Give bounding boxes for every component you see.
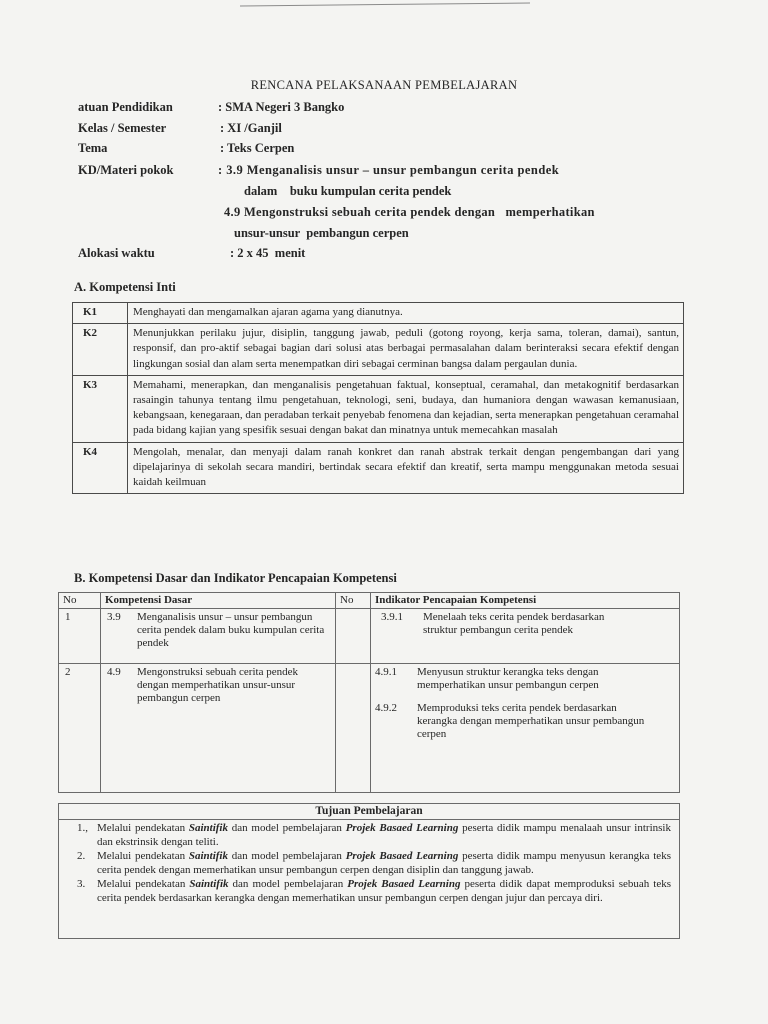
indicator-text: Menelaah teks cerita pendek berdasarkan struktur pembangun cerita pendek [423, 611, 605, 636]
identity-value-tema: : Teks Cerpen [220, 141, 295, 155]
tujuan-text: Melalui pendekatan Saintifik dan model pembelajaran Projek Basaed Learning peserta didik mampu menalaah unsur intrinsik dan ekstrinsik dengan teliti. [97, 822, 671, 848]
identity-value-alokasi: : 2 x 45 menit [230, 246, 306, 260]
identity-label-alokasi: Alokasi waktu [78, 246, 155, 260]
table-row [73, 375, 684, 442]
materi-line-2: 4.9 Mengonstruksi sebuah cerita pendek dengan memperhatikan [224, 205, 595, 219]
identity-label-kelas: Kelas / Semester [78, 121, 167, 135]
tujuan-text: Melalui pendekatan Saintifik dan model pembelajaran Projek Basaed Learning peserta didik mampu menyusun kerangka teks cerita pendek dengan memerhatikan unsur pembangun cerpen dengan disiplin dan tanggung jawab. [97, 850, 671, 876]
header-no-indikator: No [336, 593, 371, 609]
ki-code: K4 [73, 442, 128, 494]
ki-text: Memahami, menerapkan, dan menganalisis pengetahuan faktual, konseptual, ceramahal, dan metakognitif berdasarkan rasaingin tahunya tentang ilmu pengetahuan, teknologi, seni, budaya, dan humaniora dengan wawasan kemanusiaan, kebangsaan, kenegaraan, dan peradaban terkait penyebab fenomena dan kejadian, serta menerapkan pengetahuan ceramahal pada bidang kajian yang spesifik sesuai dengan bakat dan minatnya untuk memecahkan masalah [128, 375, 684, 442]
ki-code: K1 [73, 303, 128, 324]
row-no: 2 [59, 664, 101, 793]
kd-cell [101, 664, 336, 793]
kd-text: Mengonstruksi sebuah cerita pendek dengan memperhatikan unsur-unsur pembangun cerpen [137, 666, 298, 704]
document-title: RENCANA PELAKSANAAN PEMBELAJARAN [250, 78, 518, 92]
kd-number: 4.9 [107, 666, 121, 678]
tujuan-number: 3. [77, 878, 86, 890]
table-header-row [59, 593, 680, 609]
header-no: No [59, 593, 101, 609]
kd-number: 3.9 [107, 611, 121, 623]
identity-value-kd: : 3.9 Menganalisis unsur – unsur pembangun cerita pendek [218, 163, 560, 177]
identity-value-kelas: : XI /Ganjil [220, 121, 282, 135]
tujuan-pembelajaran-box [58, 803, 680, 939]
tujuan-text: Melalui pendekatan Saintifik dan model pembelajaran Projek Basaed Learning peserta didik dapat memproduksi sebuah teks cerita pendek berdasarkan kerangka dengan memerhatikan unsur pembangun cerpen dengan jujur dan percaya diri. [97, 878, 671, 904]
row-no: 1 [59, 609, 101, 664]
kompetensi-inti-table [72, 302, 684, 494]
ki-code: K3 [73, 375, 128, 442]
table-row [73, 303, 684, 324]
kompetensi-dasar-table [58, 592, 680, 793]
list-item [77, 849, 671, 877]
table-row [73, 324, 684, 376]
tujuan-number: 2. [77, 850, 86, 862]
identity-label-satuan: atuan Pendidikan [78, 100, 173, 114]
list-item [77, 877, 671, 905]
identity-label-kd: KD/Materi pokok [78, 163, 174, 177]
ki-text: Mengolah, menalar, dan menyaji dalam ranah konkret dan ranah abstrak terkait dengan pengembangan dari yang dipelajarinya di sekolah secara mandiri, bertindak secara efektif dan kreatif, serta mampu menggunakan metoda sesuai kaidah keilmuan [128, 442, 684, 494]
tujuan-title: Tujuan Pembelajaran [59, 804, 679, 820]
indicator-number: 4.9.1 [375, 666, 397, 678]
tujuan-list [59, 820, 679, 905]
table-row [59, 664, 680, 793]
indicator-text: Menyusun struktur kerangka teks dengan memperhatikan unsur pembangun cerpen [417, 666, 599, 691]
indicator-number: 4.9.2 [375, 702, 397, 714]
header-indikator: Indikator Pencapaian Kompetensi [371, 593, 680, 609]
kd-text: Menganalisis unsur – unsur pembangun cerita pendek dalam buku kumpulan cerita pendek [137, 611, 325, 649]
indicator-number: 3.9.1 [381, 611, 403, 623]
section-heading-kompetensi-inti: A. Kompetensi Inti [74, 280, 176, 294]
ki-text: Menghayati dan mengamalkan ajaran agama yang dianutnya. [128, 303, 684, 324]
table-row [59, 609, 680, 664]
scan-edge-line [240, 2, 530, 6]
indicator-cell [371, 609, 680, 664]
list-item [77, 821, 671, 849]
ki-text: Menunjukkan perilaku jujur, disiplin, tanggung jawab, peduli (gotong royong, kerja sama, toleran, damai), santun, responsif, dan pro-aktif sebagai bagian dari solusi atas berbagai permasalahan dalam berinteraksi secara efektif dengan lingkungan sosial dan alam serta menempatkan diri sebagai cerminan bangsa dalam pergaulan dunia. [128, 324, 684, 376]
materi-line-3: unsur-unsur pembangun cerpen [234, 226, 409, 240]
tujuan-number: 1., [77, 822, 88, 834]
indicator-no-cell [336, 664, 371, 793]
kd-cell [101, 609, 336, 664]
table-row [73, 442, 684, 494]
identity-value-satuan: : SMA Negeri 3 Bangko [218, 100, 345, 114]
indicator-no-cell [336, 609, 371, 664]
section-heading-kompetensi-dasar: B. Kompetensi Dasar dan Indikator Pencapaian Kompetensi [74, 571, 397, 585]
materi-line-1: dalam buku kumpulan cerita pendek [244, 184, 452, 198]
header-kompetensi-dasar: Kompetensi Dasar [101, 593, 336, 609]
identity-label-tema: Tema [78, 141, 108, 155]
indicator-cell [371, 664, 680, 793]
indicator-text: Memproduksi teks cerita pendek berdasarkan kerangka dengan memperhatikan unsur pembangun cerpen [417, 702, 645, 740]
ki-code: K2 [73, 324, 128, 376]
